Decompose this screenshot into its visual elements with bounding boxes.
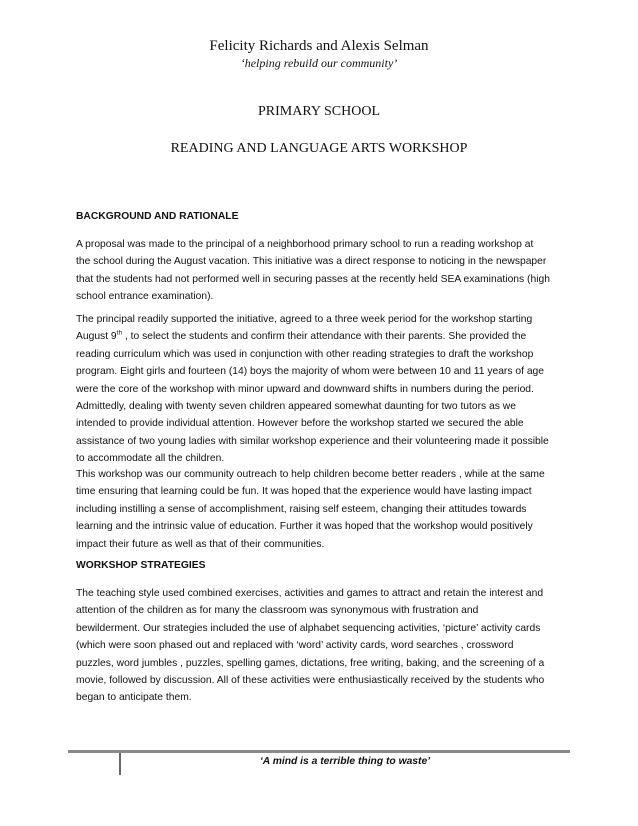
paragraph-background-1 <box>76 236 570 306</box>
text-fragment: August 9 <box>76 331 117 343</box>
section-heading-strategies: WORKSHOP STRATEGIES <box>76 560 206 571</box>
text-line: Admittedly, dealing with twenty seven children appeared somewhat daunting for two tutors as we <box>76 401 516 413</box>
text-line: This workshop was our community outreach to help children become better readers , while at the same <box>76 469 545 480</box>
header-tagline: ‘helping rebuild our community’ <box>240 56 398 70</box>
text-line: the school during the August vacation. This initiative was a direct response to noticing in the newspaper <box>76 256 547 268</box>
section-heading-background: BACKGROUND AND RATIONALE <box>76 211 239 222</box>
text-line: (which were soon phased out and replaced with ‘word’ activity cards, word searches , crossword <box>76 640 514 652</box>
text-line: puzzles, word jumbles , puzzles, spelling games, dictations, free writing, baking, and the screening of a <box>76 657 545 669</box>
text-line: bewilderment. Our strategies included the use of alphabet sequencing activities, ‘picture’ activity cards <box>76 622 541 634</box>
text-line: that the students had not performed well in securing passes at the recently held SEA examinations (high <box>76 273 550 285</box>
paragraph-background-2 <box>76 311 570 468</box>
text-line: were the core of the workshop with minor upward and downward shifts in numbers during the period. <box>76 383 534 395</box>
text-line: attention of the children as for many the classroom was synonymous with frustration and <box>76 605 479 617</box>
text-line: movie, followed by discussion. All of these activities were enthusiastically received by the students who <box>76 675 545 687</box>
text-line: began to anticipate them. <box>76 692 192 704</box>
superscript: th <box>116 329 123 337</box>
document-title-line1: PRIMARY SCHOOL <box>257 104 380 119</box>
text-line: reading curriculum which was used in conjunction with other reading strategies to draft the workshop <box>76 348 534 360</box>
text-line <box>76 328 570 345</box>
footer-divider <box>68 750 570 753</box>
text-line: including instilling a sense of accomplishment, raising self esteem, changing their attitudes towards <box>76 503 527 515</box>
text-line: The teaching style used combined exercises, activities and games to attract and retain the interest and <box>76 588 544 599</box>
text-line: assistance of two young ladies with similar workshop experience and their volunteering made it possible <box>76 435 549 447</box>
text-fragment: , to select the students and confirm their attendance with their parents. She provided the <box>122 331 527 343</box>
footer-motto: ‘A mind is a terrible thing to waste’ <box>259 756 431 767</box>
text-line: intended to provide individual attention. However before the workshop started we secured the able <box>76 418 524 430</box>
header-authors: Felicity Richards and Alexis Selman <box>209 38 429 54</box>
text-line: time ensuring that learning could be fun. It was hoped that the experience would have lasting impact <box>76 486 532 498</box>
text-line: program. Eight girls and fourteen (14) boys the majority of whom were between 10 and 11 years of age <box>76 366 545 378</box>
text-line: to accommodate all the children. <box>76 453 225 465</box>
text-line: impact their future as well as that of their communities. <box>76 538 325 550</box>
text-line: school entrance examination). <box>76 291 214 303</box>
text-line: A proposal was made to the principal of a neighborhood primary school to run a reading workshop at <box>76 239 534 250</box>
document-title-line2: READING AND LANGUAGE ARTS WORKSHOP <box>170 141 468 156</box>
paragraph-background-3 <box>76 466 570 553</box>
paragraph-strategies-1 <box>76 585 570 707</box>
text-line: learning and the intrinsic value of education. Further it was hoped that the workshop would positively <box>76 521 533 533</box>
text-line: The principal readily supported the initiative, agreed to a three week period for the workshop starting <box>76 314 533 325</box>
